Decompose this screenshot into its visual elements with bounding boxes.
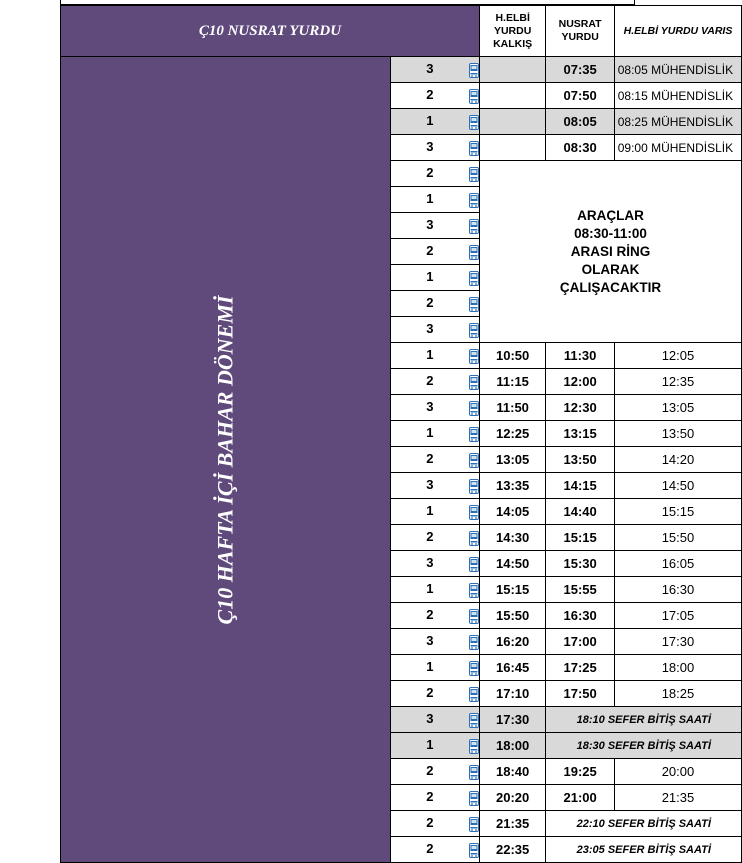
vehicle-cell bbox=[390, 109, 479, 135]
bus-icon bbox=[469, 271, 479, 286]
end-note: 18:30 SEFER BİTİŞ SAATİ bbox=[546, 733, 742, 759]
end-note: 18:10 SEFER BİTİŞ SAATİ bbox=[546, 707, 742, 733]
vehicle-number: 2 bbox=[426, 789, 434, 805]
end-note: 22:10 SEFER BİTİŞ SAATİ bbox=[546, 811, 742, 837]
vehicle-number: 1 bbox=[426, 113, 434, 129]
nusrat-time: 12:00 bbox=[546, 369, 614, 395]
arrival-time: 13:05 bbox=[614, 395, 741, 421]
bus-icon bbox=[469, 401, 479, 416]
departure-time: 10:50 bbox=[479, 343, 546, 369]
bus-icon bbox=[469, 115, 479, 130]
bus-icon bbox=[469, 765, 479, 780]
side-label-cell bbox=[61, 57, 391, 863]
nusrat-time: 07:50 bbox=[546, 83, 614, 109]
vehicle-cell bbox=[390, 629, 479, 655]
departure-time: 11:15 bbox=[479, 369, 546, 395]
nusrat-time: 13:50 bbox=[546, 447, 614, 473]
vehicle-cell bbox=[390, 239, 479, 265]
departure-time: 13:05 bbox=[479, 447, 546, 473]
ring-notice: ARAÇLAR 08:30-11:00 ARASI RİNG OLARAK ÇALIŞACAKTIR bbox=[479, 161, 741, 343]
bus-icon bbox=[469, 193, 479, 208]
departure-time: 11:50 bbox=[479, 395, 546, 421]
vehicle-cell bbox=[390, 317, 479, 343]
bus-icon bbox=[469, 89, 479, 104]
vehicle-number: 2 bbox=[426, 295, 434, 311]
vehicle-number: 2 bbox=[426, 607, 434, 623]
vehicle-cell bbox=[390, 57, 479, 83]
bus-icon bbox=[469, 375, 479, 390]
bus-icon bbox=[469, 349, 479, 364]
nusrat-time: 17:00 bbox=[546, 629, 614, 655]
vehicle-cell bbox=[390, 577, 479, 603]
vehicle-number: 1 bbox=[426, 191, 434, 207]
arrival-time: 17:05 bbox=[614, 603, 741, 629]
arrival-time: 08:25 MÜHENDİSLİK bbox=[614, 109, 741, 135]
vehicle-number: 2 bbox=[426, 87, 434, 103]
nusrat-time: 15:15 bbox=[546, 525, 614, 551]
vehicle-cell bbox=[390, 785, 479, 811]
vehicle-number: 1 bbox=[426, 659, 434, 675]
vehicle-number: 2 bbox=[426, 529, 434, 545]
nusrat-time: 12:30 bbox=[546, 395, 614, 421]
vehicle-number: 2 bbox=[426, 815, 434, 831]
bus-icon bbox=[469, 453, 479, 468]
bus-icon bbox=[469, 635, 479, 650]
vehicle-number: 3 bbox=[426, 139, 434, 155]
arrival-time: 12:05 bbox=[614, 343, 741, 369]
arrival-time: 16:05 bbox=[614, 551, 741, 577]
nusrat-time: 17:50 bbox=[546, 681, 614, 707]
vehicle-cell bbox=[390, 83, 479, 109]
vehicle-number: 3 bbox=[426, 217, 434, 233]
vehicle-number: 1 bbox=[426, 503, 434, 519]
bus-icon bbox=[469, 245, 479, 260]
vehicle-number: 3 bbox=[426, 477, 434, 493]
vehicle-number: 1 bbox=[426, 425, 434, 441]
arrival-time: 15:15 bbox=[614, 499, 741, 525]
nusrat-time: 15:55 bbox=[546, 577, 614, 603]
bus-schedule-table bbox=[60, 5, 742, 863]
departure-time bbox=[479, 109, 546, 135]
arrival-time: 08:15 MÜHENDİSLİK bbox=[614, 83, 741, 109]
vehicle-cell bbox=[390, 681, 479, 707]
bus-icon bbox=[469, 219, 479, 234]
bus-icon bbox=[469, 323, 479, 338]
departure-time: 15:50 bbox=[479, 603, 546, 629]
departure-time: 14:05 bbox=[479, 499, 546, 525]
bus-icon bbox=[469, 505, 479, 520]
vehicle-cell bbox=[390, 811, 479, 837]
vehicle-number: 2 bbox=[426, 451, 434, 467]
vehicle-cell bbox=[390, 161, 479, 187]
side-label: Ç10 HAFTA İÇİ BAHAR DÖNEMİ bbox=[212, 295, 238, 624]
vehicle-number: 2 bbox=[426, 165, 434, 181]
bus-icon bbox=[469, 297, 479, 312]
arrival-time: 15:50 bbox=[614, 525, 741, 551]
nusrat-time: 14:40 bbox=[546, 499, 614, 525]
vehicle-number: 3 bbox=[426, 633, 434, 649]
departure-time: 21:35 bbox=[479, 811, 546, 837]
bus-icon bbox=[469, 427, 479, 442]
bus-icon bbox=[469, 817, 479, 832]
vehicle-number: 1 bbox=[426, 347, 434, 363]
vehicle-cell bbox=[390, 369, 479, 395]
vehicle-cell bbox=[390, 551, 479, 577]
nusrat-time: 15:30 bbox=[546, 551, 614, 577]
bus-icon bbox=[469, 609, 479, 624]
nusrat-time: 19:25 bbox=[546, 759, 614, 785]
arrival-time: 09:00 MÜHENDİSLİK bbox=[614, 135, 741, 161]
header-arrival: H.ELBİ YURDU VARIS bbox=[614, 6, 741, 57]
vehicle-number: 3 bbox=[426, 711, 434, 727]
vehicle-number: 2 bbox=[426, 373, 434, 389]
departure-time bbox=[479, 57, 546, 83]
vehicle-number: 2 bbox=[426, 763, 434, 779]
vehicle-cell bbox=[390, 655, 479, 681]
header-nusrat: NUSRAT YURDU bbox=[546, 6, 614, 57]
vehicle-number: 3 bbox=[426, 321, 434, 337]
arrival-time: 20:00 bbox=[614, 759, 741, 785]
nusrat-time: 11:30 bbox=[546, 343, 614, 369]
vehicle-cell bbox=[390, 837, 479, 863]
arrival-time: 13:50 bbox=[614, 421, 741, 447]
vehicle-number: 1 bbox=[426, 269, 434, 285]
vehicle-cell bbox=[390, 291, 479, 317]
header-row bbox=[61, 6, 742, 57]
schedule-title: Ç10 NUSRAT YURDU bbox=[61, 6, 480, 57]
vehicle-number: 1 bbox=[426, 581, 434, 597]
bus-icon bbox=[469, 167, 479, 182]
nusrat-time: 07:35 bbox=[546, 57, 614, 83]
header-departure: H.ELBİ YURDU KALKIŞ bbox=[479, 6, 546, 57]
arrival-time: 17:30 bbox=[614, 629, 741, 655]
vehicle-cell bbox=[390, 265, 479, 291]
nusrat-time: 16:30 bbox=[546, 603, 614, 629]
vehicle-cell bbox=[390, 421, 479, 447]
vehicle-cell bbox=[390, 343, 479, 369]
vehicle-cell bbox=[390, 733, 479, 759]
nusrat-time: 08:30 bbox=[546, 135, 614, 161]
bus-icon bbox=[469, 531, 479, 546]
bus-icon bbox=[469, 557, 479, 572]
bus-icon bbox=[469, 687, 479, 702]
departure-time: 18:00 bbox=[479, 733, 546, 759]
departure-time bbox=[479, 83, 546, 109]
arrival-time: 14:20 bbox=[614, 447, 741, 473]
arrival-time: 18:25 bbox=[614, 681, 741, 707]
arrival-time: 18:00 bbox=[614, 655, 741, 681]
arrival-time: 08:05 MÜHENDİSLİK bbox=[614, 57, 741, 83]
bus-icon bbox=[469, 739, 479, 754]
vehicle-cell bbox=[390, 187, 479, 213]
bus-icon bbox=[469, 63, 479, 78]
vehicle-number: 3 bbox=[426, 399, 434, 415]
vehicle-cell bbox=[390, 499, 479, 525]
vehicle-cell bbox=[390, 707, 479, 733]
nusrat-time: 13:15 bbox=[546, 421, 614, 447]
departure-time: 14:30 bbox=[479, 525, 546, 551]
departure-time: 17:30 bbox=[479, 707, 546, 733]
vehicle-cell bbox=[390, 759, 479, 785]
nusrat-time: 08:05 bbox=[546, 109, 614, 135]
vehicle-cell bbox=[390, 447, 479, 473]
departure-time: 17:10 bbox=[479, 681, 546, 707]
vehicle-cell bbox=[390, 395, 479, 421]
end-note: 23:05 SEFER BİTİŞ SAATİ bbox=[546, 837, 742, 863]
bus-icon bbox=[469, 791, 479, 806]
bus-icon bbox=[469, 713, 479, 728]
vehicle-number: 2 bbox=[426, 685, 434, 701]
vehicle-cell bbox=[390, 525, 479, 551]
arrival-time: 21:35 bbox=[614, 785, 741, 811]
departure-time: 16:20 bbox=[479, 629, 546, 655]
bus-icon bbox=[469, 843, 479, 858]
vehicle-cell bbox=[390, 213, 479, 239]
departure-time: 13:35 bbox=[479, 473, 546, 499]
departure-time: 15:15 bbox=[479, 577, 546, 603]
departure-time: 22:35 bbox=[479, 837, 546, 863]
arrival-time: 14:50 bbox=[614, 473, 741, 499]
departure-time: 12:25 bbox=[479, 421, 546, 447]
departure-time: 18:40 bbox=[479, 759, 546, 785]
vehicle-number: 1 bbox=[426, 737, 434, 753]
bus-icon bbox=[469, 583, 479, 598]
vehicle-number: 3 bbox=[426, 555, 434, 571]
departure-time bbox=[479, 135, 546, 161]
vehicle-number: 2 bbox=[426, 841, 434, 857]
vehicle-cell bbox=[390, 603, 479, 629]
schedule-row bbox=[61, 57, 742, 83]
arrival-time: 12:35 bbox=[614, 369, 741, 395]
vehicle-number: 2 bbox=[426, 243, 434, 259]
bus-icon bbox=[469, 479, 479, 494]
departure-time: 20:20 bbox=[479, 785, 546, 811]
bus-icon bbox=[469, 661, 479, 676]
vehicle-number: 3 bbox=[426, 61, 434, 77]
nusrat-time: 17:25 bbox=[546, 655, 614, 681]
departure-time: 14:50 bbox=[479, 551, 546, 577]
vehicle-cell bbox=[390, 473, 479, 499]
departure-time: 16:45 bbox=[479, 655, 546, 681]
nusrat-time: 21:00 bbox=[546, 785, 614, 811]
nusrat-time: 14:15 bbox=[546, 473, 614, 499]
bus-icon bbox=[469, 141, 479, 156]
vehicle-cell bbox=[390, 135, 479, 161]
arrival-time: 16:30 bbox=[614, 577, 741, 603]
